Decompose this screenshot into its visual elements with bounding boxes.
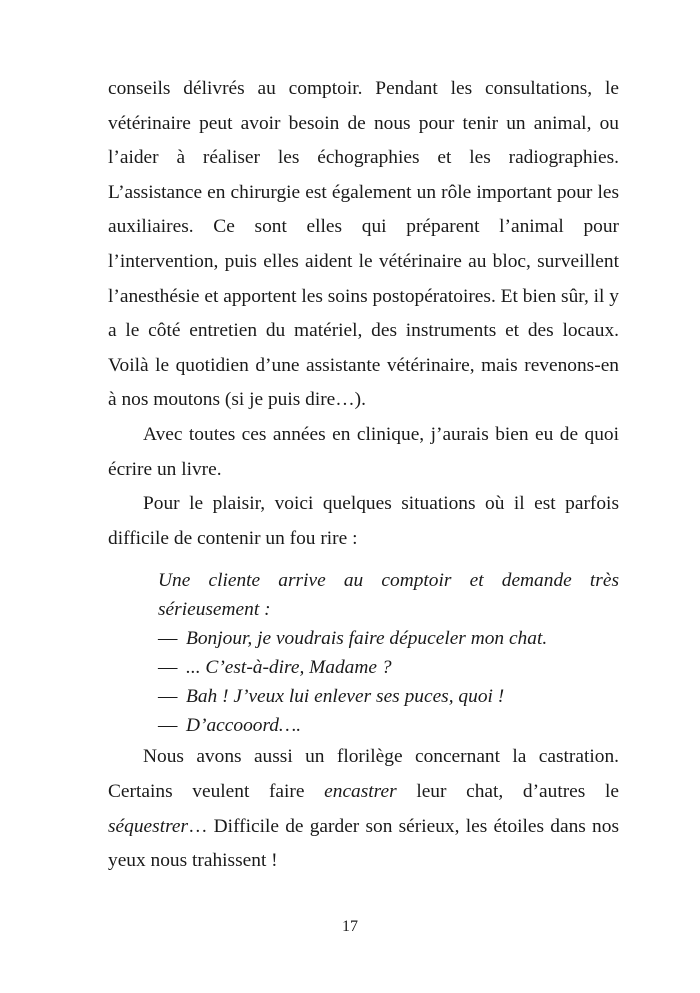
em-dash: —: [158, 715, 178, 737]
em-dash: —: [158, 657, 178, 679]
page-number: 17: [342, 918, 358, 935]
dialogue-line: — D’accooord….: [158, 711, 619, 740]
dialogue-line: — Bonjour, je voudrais faire dépuceler mon chat.: [158, 624, 619, 653]
emphasis-sequestrer: séquestrer: [108, 815, 189, 837]
em-dash: —: [158, 686, 178, 708]
paragraph-2: Avec toutes ces années en clinique, j’aurais bien eu de quoi écrire un livre.: [108, 423, 619, 480]
paragraph-3: Pour le plaisir, voici quelques situations où il est parfois difficile de contenir un fou rire :: [108, 493, 619, 549]
dialogue-line: — Bah ! J’veux lui enlever ses puces, quoi !: [158, 682, 619, 711]
dialogue-line: — ... C’est-à-dire, Madame ?: [158, 653, 619, 682]
page-body: [108, 72, 619, 879]
paragraph-castration: Nous avons aussi un florilège concernant la castration. Certains veulent faire encastrer leur chat, d’autres le séquestrer… Difficile de garder son sérieux, les étoiles dans nos yeux nous trahissent !: [108, 746, 619, 872]
dialogue-intro: Une cliente arrive au comptoir et demande très sérieusement :: [158, 570, 619, 621]
paragraph-1: conseils délivrés au comptoir. Pendant les consultations, le vétérinaire peut avoir besoin de nous pour tenir un animal, ou l’aider à réaliser les échographies et les radiographies. L’assistance en chirurgie est également un rôle important pour les auxiliaires. Ce sont elles qui préparent l’animal pour l’intervention, puis elles aident le vétérinaire au bloc, surveillent l’anesthésie et apportent les soins postopératoires. Et bien sûr, il y a le côté entretien du matériel, des instruments et des locaux. Voilà le quotidien d’une assistante vétérinaire, mais revenons-en à nos moutons (si je puis dire…).: [108, 78, 619, 411]
emphasis-encastrer: encastrer: [324, 780, 397, 802]
dialogue-block: [158, 566, 619, 740]
em-dash: —: [158, 628, 178, 650]
